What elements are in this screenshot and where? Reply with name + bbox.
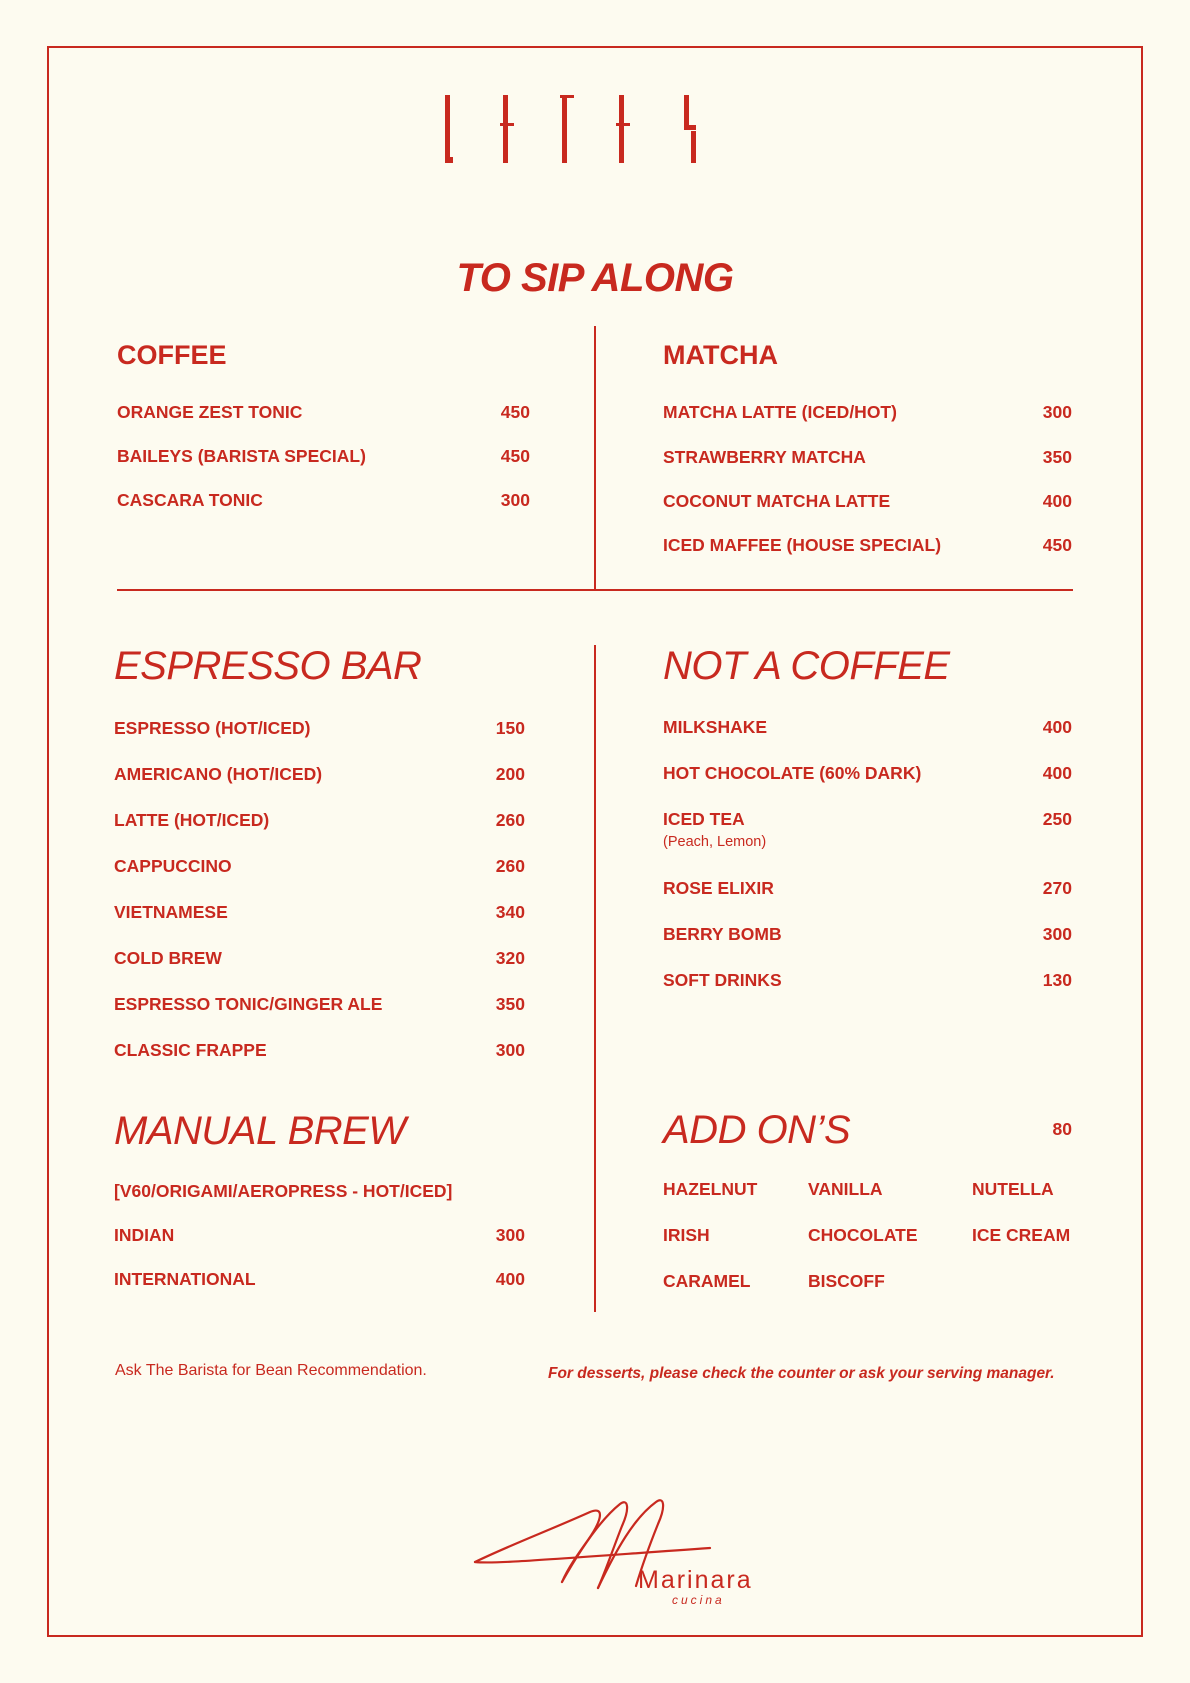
espresso-item-price: 350 (495, 994, 525, 1014)
espresso-item-price: 200 (495, 764, 525, 784)
addon-item: BISCOFF (808, 1271, 885, 1291)
espresso-item-price: 340 (495, 902, 525, 922)
matcha-item-price: 400 (1042, 491, 1072, 511)
not-coffee-item-price: 400 (1042, 717, 1072, 737)
coffee-item-price: 450 (500, 446, 530, 466)
logo-wordmark: Marinara (638, 1566, 753, 1594)
matcha-item-name: STRAWBERRY MATCHA (663, 447, 866, 467)
espresso-item-price: 320 (495, 948, 525, 968)
espresso-item-name: COLD BREW (114, 948, 222, 968)
not-coffee-item-price: 250 (1042, 809, 1072, 829)
espresso-heading: ESPRESSO BAR (114, 644, 422, 688)
not-coffee-item-name: ROSE ELIXIR (663, 878, 774, 898)
matcha-item-name: COCONUT MATCHA LATTE (663, 491, 891, 511)
not-coffee-item-price: 300 (1042, 924, 1072, 944)
logo-tagline: cucina (672, 1593, 725, 1607)
not-coffee-item-price: 130 (1042, 970, 1072, 990)
not-coffee-item-price: 270 (1042, 878, 1072, 898)
matcha-item-price: 350 (1042, 447, 1072, 467)
page-title: TO SIP ALONG (456, 256, 734, 300)
addon-item: VANILLA (808, 1179, 883, 1199)
not-coffee-item-name: HOT CHOCOLATE (60% DARK) (663, 763, 922, 783)
manual-brew-item-price: 400 (495, 1269, 525, 1289)
coffee-heading: COFFEE (117, 340, 227, 370)
espresso-item-name: CLASSIC FRAPPE (114, 1040, 267, 1060)
not-coffee-item-name: SOFT DRINKS (663, 970, 782, 990)
espresso-item-price: 260 (495, 810, 525, 830)
addon-item: NUTELLA (972, 1179, 1054, 1199)
addon-item: IRISH (663, 1225, 710, 1245)
addons-price: 80 (1052, 1119, 1072, 1139)
coffee-item-price: 300 (500, 490, 530, 510)
espresso-item-price: 260 (495, 856, 525, 876)
coffee-item-price: 450 (500, 402, 530, 422)
espresso-item-name: VIETNAMESE (114, 902, 228, 922)
upper-column-divider (594, 326, 596, 590)
manual-brew-item-price: 300 (495, 1225, 525, 1245)
espresso-item-name: CAPPUCCINO (114, 856, 232, 876)
espresso-item-price: 300 (495, 1040, 525, 1060)
matcha-item-price: 300 (1042, 402, 1072, 422)
manual-brew-methods: [V60/ORIGAMI/AEROPRESS - HOT/ICED] (114, 1181, 453, 1201)
barista-note: Ask The Barista for Bean Recommendation. (115, 1362, 427, 1379)
coffee-item-name: BAILEYS (BARISTA SPECIAL) (117, 446, 366, 466)
matcha-item-name: ICED MAFFEE (HOUSE SPECIAL) (663, 535, 942, 555)
manual-brew-item-name: INDIAN (114, 1225, 175, 1245)
coffee-item-name: CASCARA TONIC (117, 490, 263, 510)
marinara-logo (470, 1490, 770, 1610)
not-coffee-item-price: 400 (1042, 763, 1072, 783)
latas-logo (440, 93, 710, 165)
manual-brew-item-name: INTERNATIONAL (114, 1269, 256, 1289)
matcha-heading: MATCHA (663, 340, 778, 370)
section-divider (117, 589, 1073, 591)
addon-item: CARAMEL (663, 1271, 751, 1291)
iced-tea-flavours: (Peach, Lemon) (663, 834, 767, 850)
espresso-item-name: ESPRESSO (HOT/ICED) (114, 718, 311, 738)
dessert-note: For desserts, please check the counter or ask your serving manager. (548, 1365, 1055, 1382)
not-coffee-item-name: ICED TEA (663, 809, 745, 829)
addons-heading: ADD ON’S (663, 1108, 851, 1152)
addon-item: CHOCOLATE (808, 1225, 918, 1245)
espresso-item-name: AMERICANO (HOT/ICED) (114, 764, 323, 784)
matcha-item-name: MATCHA LATTE (ICED/HOT) (663, 402, 897, 422)
espresso-item-name: LATTE (HOT/ICED) (114, 810, 270, 830)
espresso-item-price: 150 (495, 718, 525, 738)
not-coffee-item-name: MILKSHAKE (663, 717, 768, 737)
coffee-item-name: ORANGE ZEST TONIC (117, 402, 303, 422)
not-coffee-heading: NOT A COFFEE (663, 644, 950, 688)
matcha-item-price: 450 (1042, 535, 1072, 555)
not-coffee-item-name: BERRY BOMB (663, 924, 782, 944)
lower-column-divider (594, 645, 596, 1312)
espresso-item-name: ESPRESSO TONIC/GINGER ALE (114, 994, 383, 1014)
manual-brew-heading: MANUAL BREW (114, 1109, 406, 1153)
addon-item: HAZELNUT (663, 1179, 758, 1199)
addon-item: ICE CREAM (972, 1225, 1071, 1245)
